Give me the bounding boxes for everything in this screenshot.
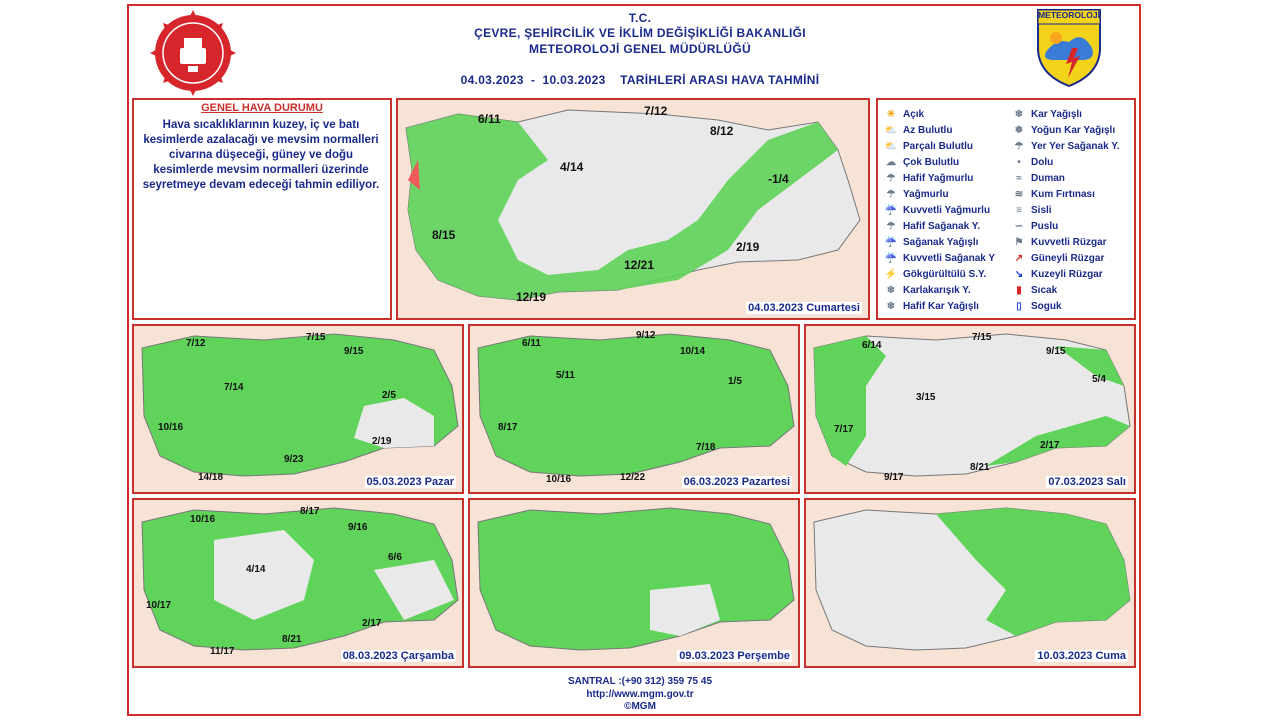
legend-label: Sisli	[1031, 204, 1052, 216]
logo-right-text: METEOROLOJİ	[1038, 10, 1100, 20]
temp-label: 7/15	[306, 332, 326, 343]
legend-label: Hafif Sağanak Y.	[903, 220, 981, 232]
legend-box	[876, 98, 1136, 320]
map-day-2	[468, 324, 800, 494]
temp-label: 8/21	[970, 462, 990, 473]
header-tc: T.C.	[628, 11, 652, 25]
temp-label: 2/19	[372, 436, 392, 447]
partly-cloudy-icon: ⛅	[884, 140, 898, 152]
legend-item	[1012, 122, 1120, 138]
map-day-4	[132, 498, 464, 668]
sleet-icon: ❄	[886, 284, 896, 296]
temp-label: 4/14	[560, 160, 584, 174]
temp-label: 2/17	[1040, 440, 1060, 451]
heavy-shower-icon: ☔	[884, 252, 898, 264]
header-date-range: 04.03.2023 - 10.03.2023 TARİHLERİ ARASI HAVA TAHMİNİ	[460, 73, 820, 87]
temp-label: 4/14	[246, 564, 266, 575]
legend-left-column	[884, 106, 995, 314]
map-date: 05.03.2023 Pazar	[366, 476, 454, 488]
legend-label: Yoğun Kar Yağışlı	[1031, 124, 1116, 136]
legend-label: Kuvvetli Sağanak Y	[903, 252, 996, 264]
footer-phone: SANTRAL :(+90 312) 359 75 45	[567, 676, 713, 687]
legend-label: Kum Fırtınası	[1031, 188, 1095, 200]
scattered-shower-icon: ☂	[1014, 140, 1024, 152]
temp-label: -1/4	[768, 172, 789, 186]
legend-label: Kuvvetli Rüzgar	[1031, 236, 1107, 248]
temp-label: 8/21	[282, 634, 302, 645]
map-date: 06.03.2023 Pazartesi	[683, 476, 790, 488]
temp-label: 12/19	[516, 290, 547, 304]
temp-label: 5/11	[556, 370, 575, 381]
hot-icon: ▮	[1016, 284, 1022, 296]
legend-item	[884, 282, 995, 298]
legend-item	[1012, 218, 1120, 234]
map-date: 07.03.2023 Salı	[1048, 476, 1126, 488]
legend-item	[884, 234, 995, 250]
legend-label: Yağmurlu	[903, 188, 949, 200]
temp-label: 7/18	[696, 442, 716, 453]
temp-label: 12/21	[624, 258, 655, 272]
legend-label: Kar Yağışlı	[1031, 108, 1082, 120]
sun-icon: ☀	[886, 108, 896, 120]
south-wind-icon: ↗	[1014, 252, 1024, 264]
temp-label: 8/17	[300, 506, 320, 517]
map-day-5	[468, 498, 800, 668]
cloud-icon: ☁	[886, 156, 896, 168]
legend-item	[884, 250, 995, 266]
temp-label: 10/17	[146, 600, 172, 611]
hail-icon: •	[1017, 156, 1021, 168]
temp-label: 6/11	[522, 338, 541, 349]
legend-label: Açık	[903, 108, 925, 120]
legend-item	[884, 186, 995, 202]
light-shower-icon: ☂	[886, 220, 896, 232]
legend-item	[1012, 282, 1120, 298]
legend-label: Sağanak Yağışlı	[903, 236, 979, 248]
map-date: 04.03.2023 Cumartesi	[748, 302, 860, 314]
legend-item	[884, 266, 995, 282]
legend-item	[884, 154, 995, 170]
legend-item	[884, 106, 995, 122]
temp-label: 9/15	[1046, 346, 1066, 357]
shower-icon: ☔	[884, 236, 898, 248]
turkey-map-main	[398, 100, 868, 318]
sandstorm-icon: ≋	[1014, 188, 1024, 200]
legend-item	[1012, 154, 1120, 170]
smoke-icon: ≈	[1016, 172, 1022, 184]
legend-item	[1012, 250, 1120, 266]
temp-label: 6/11	[478, 112, 501, 126]
temp-label: 6/14	[862, 340, 882, 351]
thunder-icon: ⚡	[884, 268, 898, 280]
temp-label: 7/17	[834, 424, 854, 435]
legend-label: Hafif Yağmurlu	[903, 172, 974, 184]
temp-label: 14/18	[198, 472, 224, 483]
temp-label: 9/15	[344, 346, 364, 357]
legend-item	[1012, 202, 1120, 218]
header-directorate: METEOROLOJİ GENEL MÜDÜRLÜĞÜ	[529, 42, 751, 56]
legend-label: Sıcak	[1031, 284, 1058, 296]
legend-item	[1012, 138, 1120, 154]
temp-label: 2/19	[736, 240, 760, 254]
header-ministry: ÇEVRE, ŞEHİRCİLİK VE İKLİM DEĞİŞİKLİĞİ BAKANLIĞI	[474, 26, 806, 40]
legend-label: Parçalı Bulutlu	[903, 140, 974, 152]
legend-item	[1012, 186, 1120, 202]
turkey-map-day-5	[470, 500, 798, 666]
light-snow-icon: ❄	[886, 300, 896, 312]
cold-icon: ▯	[1016, 300, 1022, 312]
temp-label: 9/16	[348, 522, 368, 533]
legend-label: Dolu	[1031, 156, 1054, 168]
heavy-rain-icon: ☔	[884, 204, 898, 216]
mist-icon: ∽	[1014, 220, 1024, 232]
map-day-1	[132, 324, 464, 494]
legend-label: Karlakarışık Y.	[903, 284, 971, 296]
rain-icon: ☂	[886, 188, 896, 200]
snow-icon: ❄	[1014, 108, 1024, 120]
legend-item	[1012, 234, 1120, 250]
temp-label: 7/12	[186, 338, 206, 349]
legend-right-column	[1012, 106, 1120, 314]
strong-wind-icon: ⚑	[1014, 236, 1024, 248]
legend-label: Yer Yer Sağanak Y.	[1031, 140, 1120, 152]
legend-item	[884, 122, 995, 138]
temp-label: 2/5	[382, 390, 396, 401]
temp-label: 3/15	[916, 392, 936, 403]
temp-label: 12/22	[620, 472, 646, 483]
temp-label: 9/23	[284, 454, 304, 465]
legend-item	[884, 170, 995, 186]
legend-label: Çok Bulutlu	[903, 156, 960, 168]
legend-label: Kuvvetli Yağmurlu	[903, 204, 991, 216]
legend-item	[1012, 170, 1120, 186]
legend-label: Gökgürültülü S.Y.	[903, 268, 987, 280]
legend-label: Puslu	[1031, 220, 1059, 232]
legend-label: Güneyli Rüzgar	[1031, 252, 1105, 264]
temp-label: 10/16	[546, 474, 572, 485]
temp-label: 2/17	[362, 618, 382, 629]
temp-label: 5/4	[1092, 374, 1106, 385]
legend-item	[884, 298, 995, 314]
heavy-snow-icon: ❅	[1014, 124, 1024, 136]
legend-label: Duman	[1031, 172, 1065, 184]
legend-item	[884, 218, 995, 234]
map-main	[396, 98, 870, 320]
footer-website[interactable]: http://www.mgm.gov.tr	[586, 689, 694, 700]
temp-label: 10/16	[190, 514, 216, 525]
legend-item	[884, 202, 995, 218]
legend-item	[1012, 298, 1120, 314]
map-day-6	[804, 498, 1136, 668]
temp-label: 8/17	[498, 422, 518, 433]
general-weather-box	[132, 98, 392, 320]
temp-label: 6/6	[388, 552, 402, 563]
turkey-map-day-2	[470, 326, 798, 492]
footer-copyright: ©MGM	[624, 701, 656, 712]
general-weather-title: GENEL HAVA DURUMU	[201, 102, 323, 114]
temp-label: 10/14	[680, 346, 706, 357]
temp-label: 9/17	[884, 472, 904, 483]
temp-label: 7/12	[644, 104, 668, 118]
temp-label: 8/12	[710, 124, 734, 138]
legend-label: Hafif Kar Yağışlı	[903, 300, 979, 312]
temp-label: 7/14	[224, 382, 244, 393]
legend-label: Az Bulutlu	[903, 124, 953, 136]
north-wind-icon: ↘	[1014, 268, 1024, 280]
legend-label: Soguk	[1031, 300, 1062, 312]
fog-icon: ≡	[1016, 204, 1022, 216]
map-day-3	[804, 324, 1136, 494]
temp-label: 9/12	[636, 330, 656, 341]
legend-label: Kuzeyli Rüzgar	[1031, 268, 1103, 280]
temp-label: 8/15	[432, 228, 456, 242]
temp-label: 7/15	[972, 332, 992, 343]
temp-label: 11/17	[210, 646, 235, 657]
light-rain-icon: ☂	[886, 172, 896, 184]
general-weather-text: Hava sıcaklıklarının kuzey, iç ve batı kesimlerde azalacağı ve mevsim normalleri civarına düşeceği, güney ve doğu kesimlerde mevsim normalleri üzerinde seyretmeye devam edeceği tahmin ediliyor.	[142, 119, 380, 191]
map-date: 09.03.2023 Perşembe	[679, 650, 790, 662]
turkey-map-day-6	[806, 500, 1134, 666]
temp-label: 1/5	[728, 376, 742, 387]
map-date: 08.03.2023 Çarşamba	[342, 650, 454, 662]
sun-cloud-icon: ⛅	[884, 124, 898, 136]
temp-label: 10/16	[158, 422, 184, 433]
legend-item	[1012, 266, 1120, 282]
legend-item	[1012, 106, 1120, 122]
turkey-map-day-1	[134, 326, 462, 492]
map-date: 10.03.2023 Cuma	[1037, 650, 1126, 662]
legend-item	[884, 138, 995, 154]
